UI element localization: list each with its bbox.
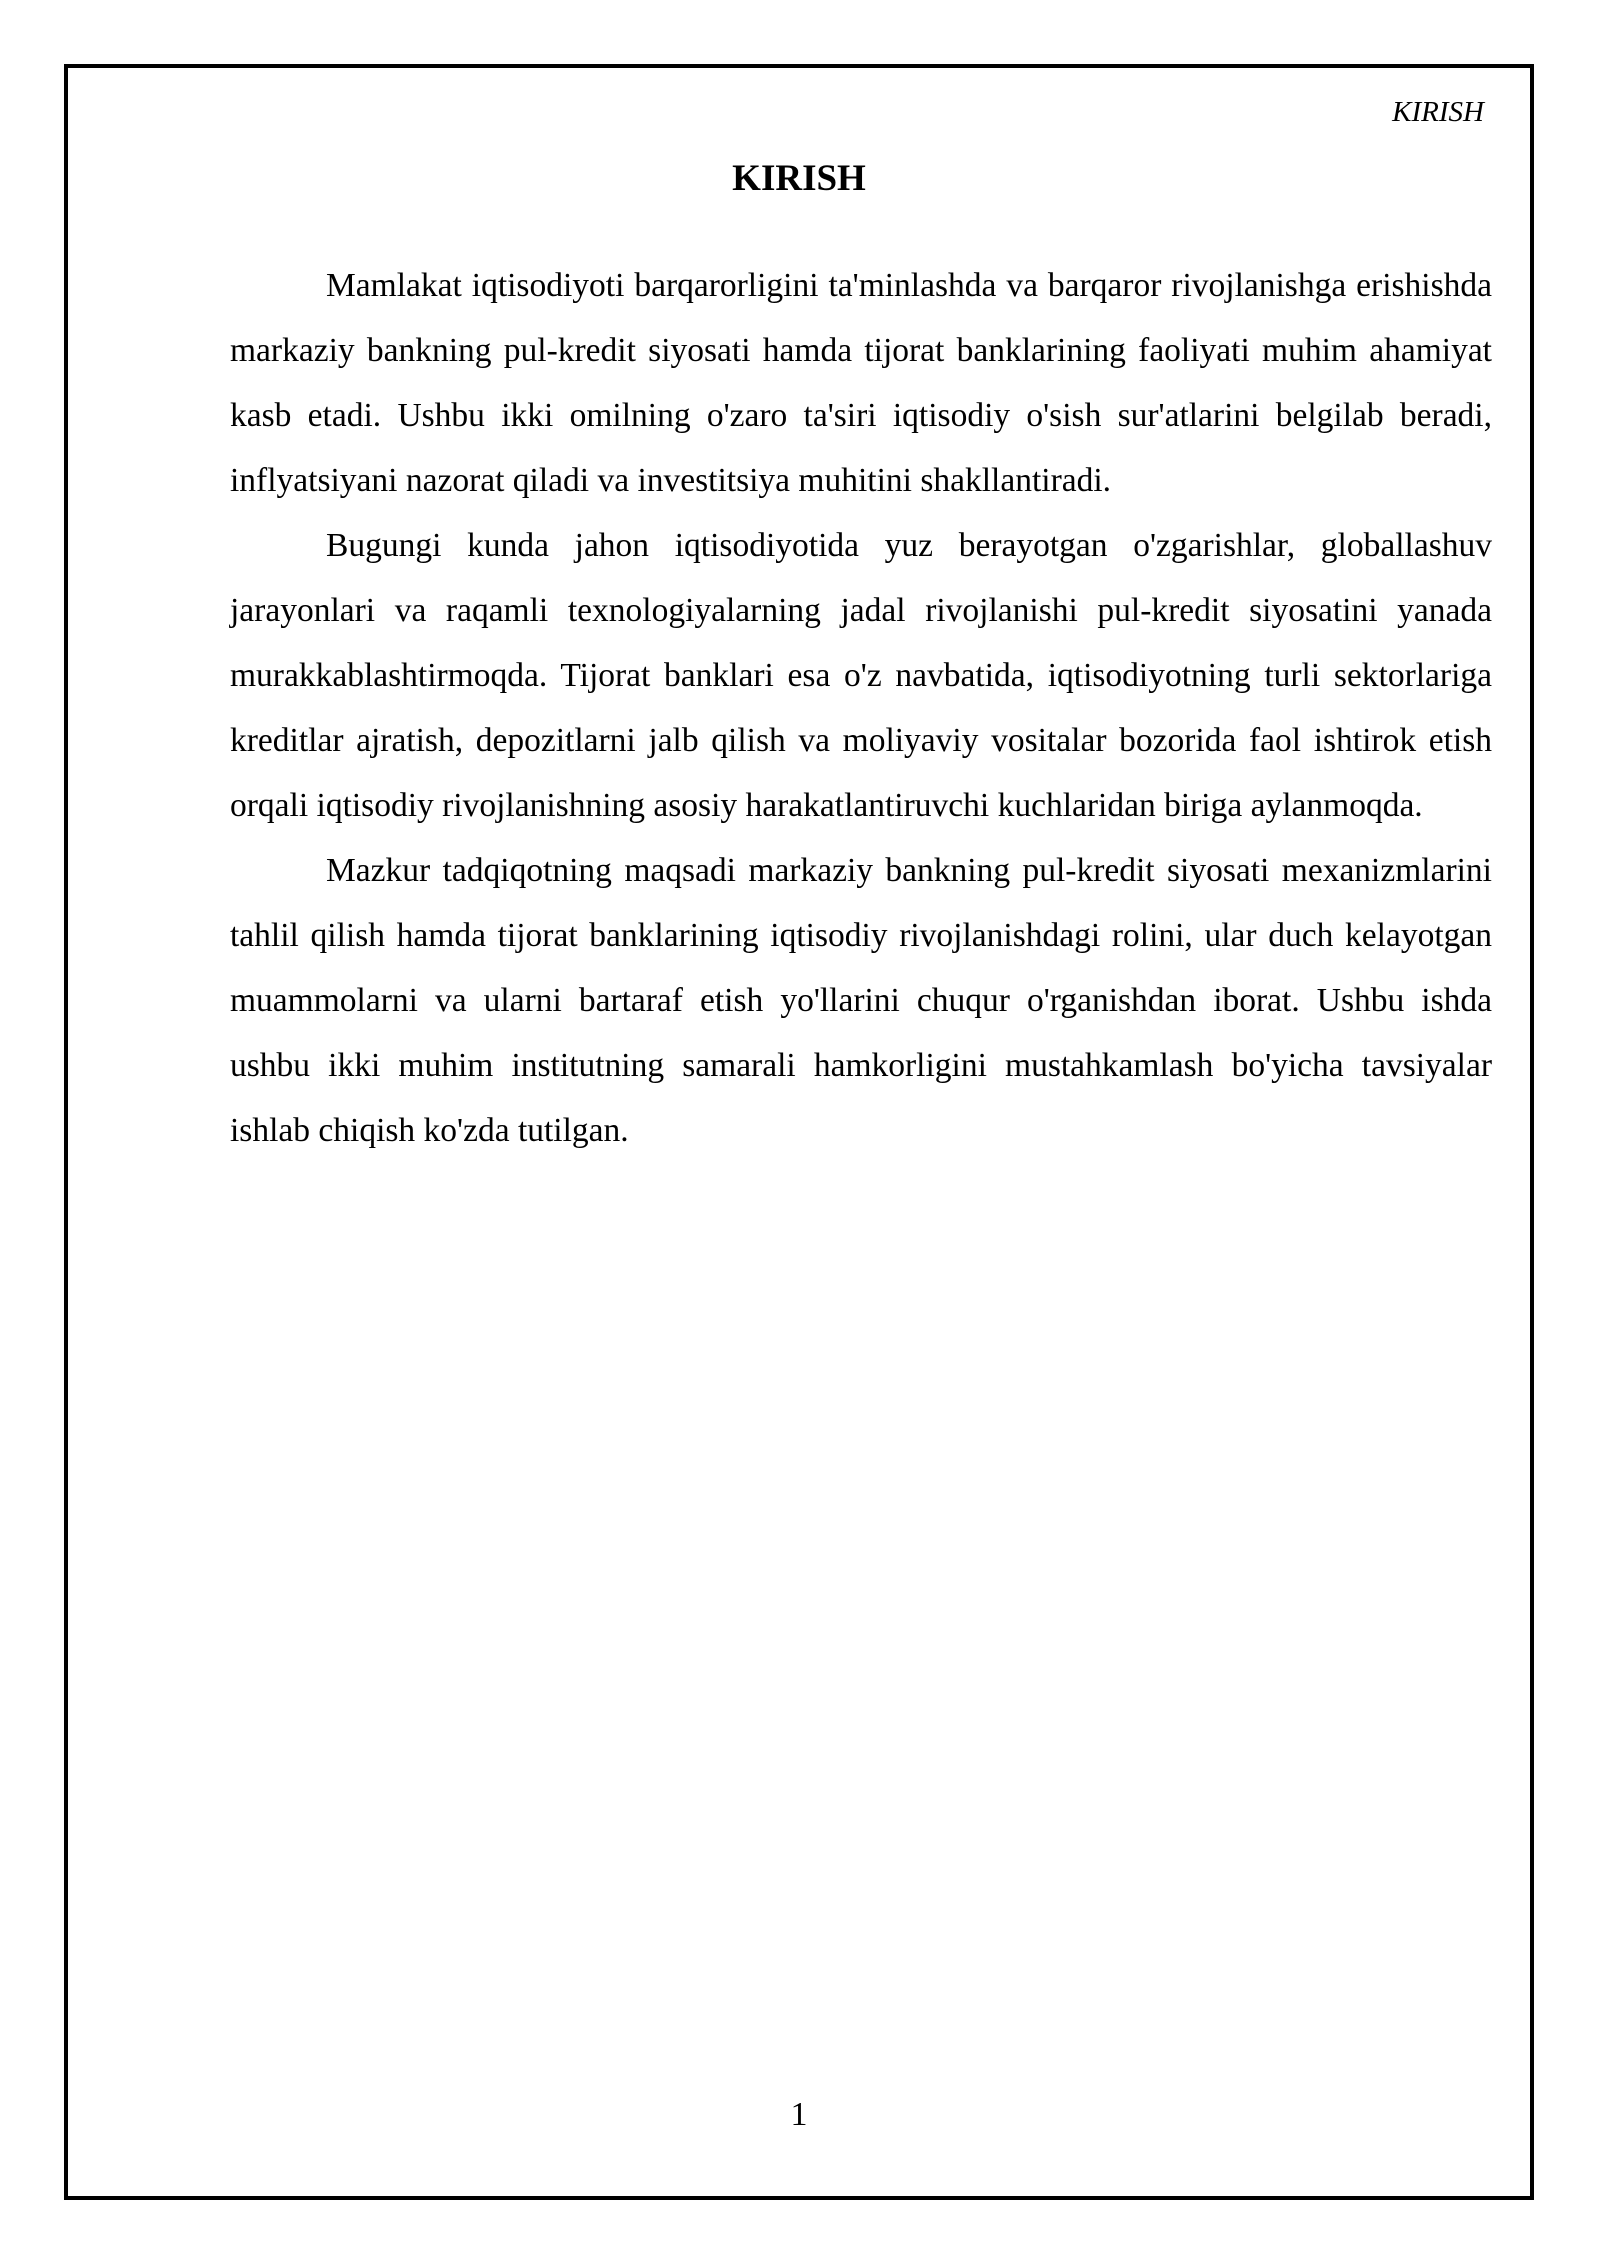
page-title: KIRISH <box>732 158 866 199</box>
paragraph: Mamlakat iqtisodiyoti barqarorligini ta'minlashda va barqaror rivojlanishga erishishda markaziy bankning pul-kredit siyosati hamda tijorat banklarining faoliyati muhim ahamiyat kasb etadi. Ushbu ikki omilning o'zaro ta'siri iqtisodiy o'sish sur'atlarini belgilab beradi, inflyatsiyani nazorat qiladi va investitsiya muhitini shakllantiradi. <box>230 267 1492 499</box>
body-text <box>230 253 1492 1163</box>
page-frame <box>64 64 1534 2200</box>
page-number: 1 <box>790 2096 808 2133</box>
paragraph: Mazkur tadqiqotning maqsadi markaziy bankning pul-kredit siyosati mexanizmlarini tahlil qilish hamda tijorat banklarining iqtisodiy rivojlanishdagi rolini, ular duch kelayotgan muammolarni va ularni bartaraf etish yo'llarini chuqur o'rganishdan iborat. Ushbu ishda ushbu ikki muhim institutning samarali hamkorligini mustahkamlash bo'yicha tavsiyalar ishlab chiqish ko'zda tutilgan. <box>230 852 1492 1149</box>
running-header: KIRISH <box>1392 96 1484 128</box>
paragraph: Bugungi kunda jahon iqtisodiyotida yuz berayotgan o'zgarishlar, globallashuv jarayonlari va raqamli texnologiyalarning jadal rivojlanishi pul-kredit siyosatini yanada murakkablashtirmoqda. Tijorat banklari esa o'z navbatida, iqtisodiyotning turli sektorlariga kreditlar ajratish, depozitlarni jalb qilish va moliyaviy vositalar bozorida faol ishtirok etish orqali iqtisodiy rivojlanishning asosiy harakatlantiruvchi kuchlaridan biriga aylanmoqda. <box>230 527 1492 824</box>
